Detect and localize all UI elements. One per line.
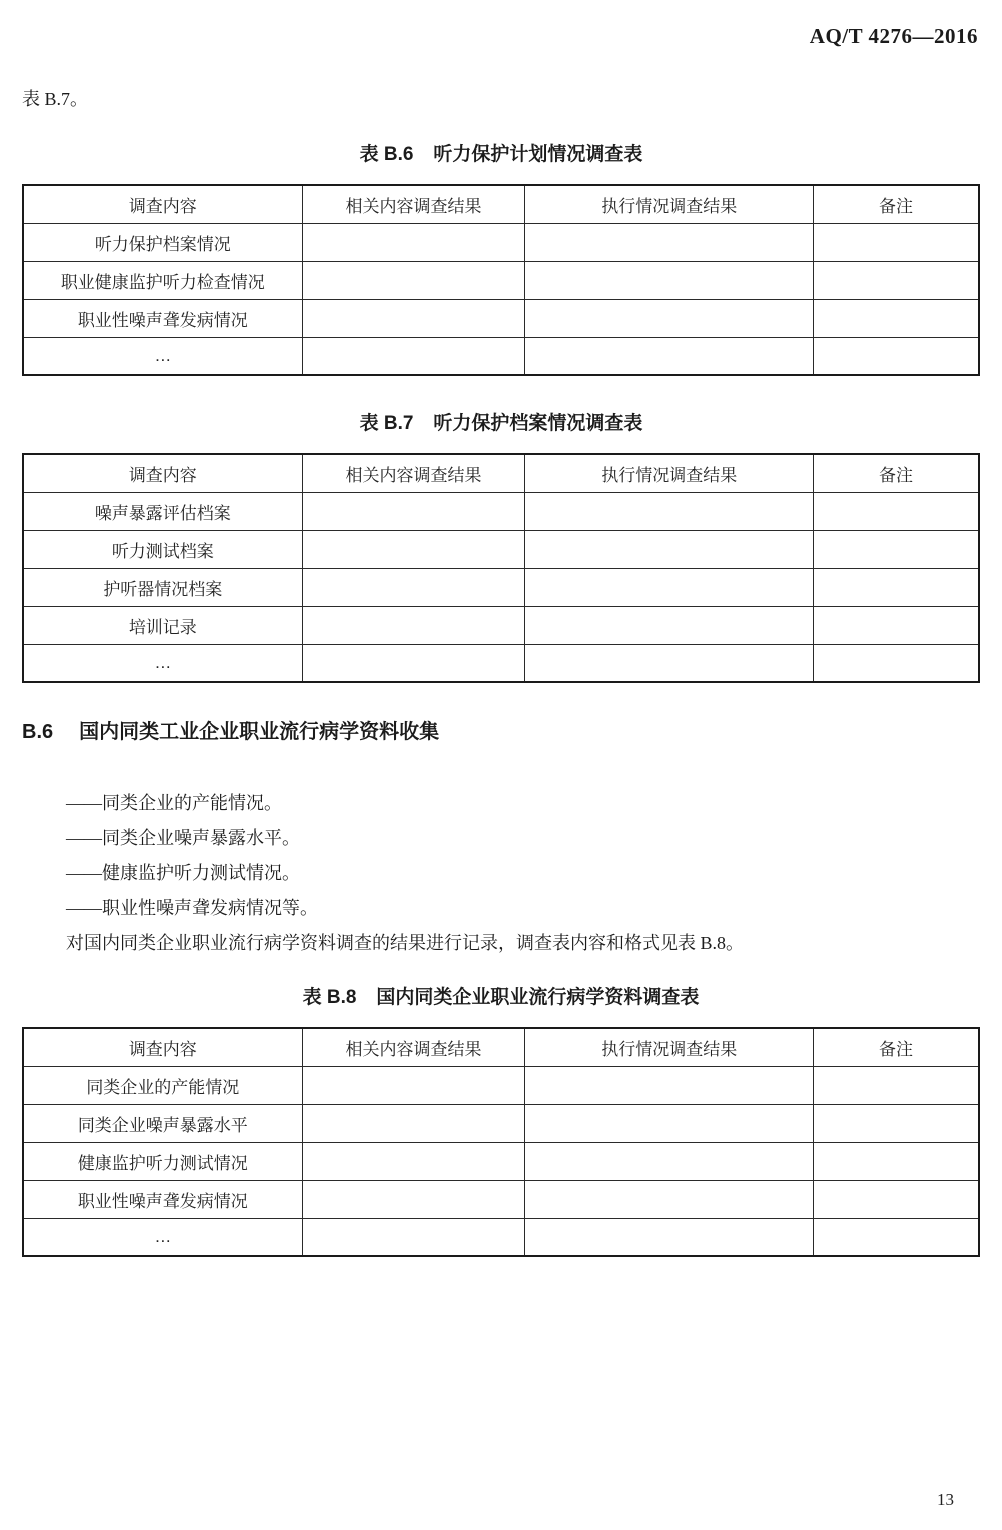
table-b8-caption: [22, 982, 980, 1009]
empty-cell: [814, 1218, 979, 1256]
empty-cell: [814, 1104, 979, 1142]
section-number: B.6: [22, 721, 54, 743]
table-row: [23, 644, 979, 682]
empty-cell: [302, 1218, 525, 1256]
row-label-cell: …: [23, 1218, 302, 1256]
empty-cell: [525, 1104, 814, 1142]
row-label-cell: …: [23, 644, 302, 682]
list-item: ——职业性噪声聋发病情况等。: [66, 898, 318, 918]
row-label-cell: 职业健康监护听力检查情况: [23, 261, 302, 299]
table-row: [23, 1104, 979, 1142]
empty-cell: [525, 223, 814, 261]
document-number-header: AQ/T 4276—2016: [809, 24, 978, 48]
row-label-cell: 职业性噪声聋发病情况: [23, 1180, 302, 1218]
column-header: 调查内容: [23, 185, 302, 223]
table-b6: [22, 184, 980, 376]
column-header: 备注: [814, 185, 979, 223]
empty-cell: [525, 261, 814, 299]
section-heading-b6: [22, 715, 980, 744]
row-label-cell: 同类企业噪声暴露水平: [23, 1104, 302, 1142]
table-row: [23, 1218, 979, 1256]
empty-cell: [814, 1142, 979, 1180]
empty-cell: [302, 568, 525, 606]
table-row: [23, 1180, 979, 1218]
table-row: [23, 606, 979, 644]
table-b7: [22, 453, 980, 683]
column-header: 备注: [814, 1028, 979, 1066]
empty-cell: [814, 1180, 979, 1218]
empty-cell: [302, 606, 525, 644]
row-label-cell: 职业性噪声聋发病情况: [23, 299, 302, 337]
empty-cell: [525, 568, 814, 606]
table-row: [23, 337, 979, 375]
empty-cell: [525, 606, 814, 644]
empty-cell: [814, 261, 979, 299]
table-row: [23, 223, 979, 261]
empty-cell: [302, 261, 525, 299]
table-row: [23, 261, 979, 299]
table-b8-caption-label: 表 B.8: [302, 987, 357, 1008]
empty-cell: [302, 530, 525, 568]
list-item: ——同类企业的产能情况。: [66, 793, 282, 813]
empty-cell: [814, 299, 979, 337]
dash-list: [66, 786, 980, 926]
empty-cell: [525, 492, 814, 530]
empty-cell: [814, 568, 979, 606]
table-b7-caption-label: 表 B.7: [359, 413, 414, 434]
table-b7-caption: [22, 408, 980, 435]
empty-cell: [814, 223, 979, 261]
section-title: 国内同类工业企业职业流行病学资料收集: [79, 721, 440, 743]
row-label-cell: 同类企业的产能情况: [23, 1066, 302, 1104]
column-header: 执行情况调查结果: [525, 1028, 814, 1066]
empty-cell: [525, 644, 814, 682]
empty-cell: [302, 644, 525, 682]
row-label-cell: 护听器情况档案: [23, 568, 302, 606]
row-label-cell: 健康监护听力测试情况: [23, 1142, 302, 1180]
table-row: [23, 1142, 979, 1180]
empty-cell: [302, 1142, 525, 1180]
table-b7-header-row: [23, 454, 979, 492]
column-header: 调查内容: [23, 1028, 302, 1066]
empty-cell: [814, 337, 979, 375]
intro-text: 表 B.7。: [22, 89, 89, 109]
empty-cell: [302, 299, 525, 337]
row-label-cell: 听力保护档案情况: [23, 223, 302, 261]
empty-cell: [302, 1180, 525, 1218]
page-number: 13: [937, 1490, 954, 1509]
empty-cell: [525, 1180, 814, 1218]
row-label-cell: …: [23, 337, 302, 375]
table-b6-header-row: [23, 185, 979, 223]
table-row: [23, 1066, 979, 1104]
empty-cell: [814, 530, 979, 568]
column-header: 备注: [814, 454, 979, 492]
empty-cell: [525, 1066, 814, 1104]
table-b8-caption-title: 国内同类企业职业流行病学资料调查表: [376, 987, 700, 1008]
column-header: 执行情况调查结果: [525, 185, 814, 223]
empty-cell: [814, 1066, 979, 1104]
table-row: [23, 492, 979, 530]
empty-cell: [302, 223, 525, 261]
empty-cell: [814, 644, 979, 682]
empty-cell: [302, 337, 525, 375]
table-row: [23, 530, 979, 568]
empty-cell: [302, 492, 525, 530]
empty-cell: [525, 1142, 814, 1180]
empty-cell: [814, 606, 979, 644]
table-b7-caption-title: 听力保护档案情况调查表: [433, 413, 643, 434]
empty-cell: [525, 337, 814, 375]
list-item: ——同类企业噪声暴露水平。: [66, 828, 300, 848]
table-b8-header-row: [23, 1028, 979, 1066]
empty-cell: [525, 530, 814, 568]
table-row: [23, 568, 979, 606]
row-label-cell: 听力测试档案: [23, 530, 302, 568]
row-label-cell: 培训记录: [23, 606, 302, 644]
column-header: 相关内容调查结果: [302, 1028, 525, 1066]
table-b6-caption: [22, 139, 980, 166]
body-paragraph: 对国内同类企业职业流行病学资料调查的结果进行记录，调查表内容和格式见表 B.8。: [66, 933, 745, 953]
column-header: 执行情况调查结果: [525, 454, 814, 492]
empty-cell: [302, 1066, 525, 1104]
empty-cell: [525, 1218, 814, 1256]
column-header: 调查内容: [23, 454, 302, 492]
list-item: ——健康监护听力测试情况。: [66, 863, 300, 883]
empty-cell: [814, 492, 979, 530]
empty-cell: [525, 299, 814, 337]
table-b6-caption-title: 听力保护计划情况调查表: [433, 144, 643, 165]
empty-cell: [302, 1104, 525, 1142]
row-label-cell: 噪声暴露评估档案: [23, 492, 302, 530]
column-header: 相关内容调查结果: [302, 185, 525, 223]
table-row: [23, 299, 979, 337]
column-header: 相关内容调查结果: [302, 454, 525, 492]
table-b6-caption-label: 表 B.6: [359, 144, 414, 165]
table-b8: [22, 1027, 980, 1257]
